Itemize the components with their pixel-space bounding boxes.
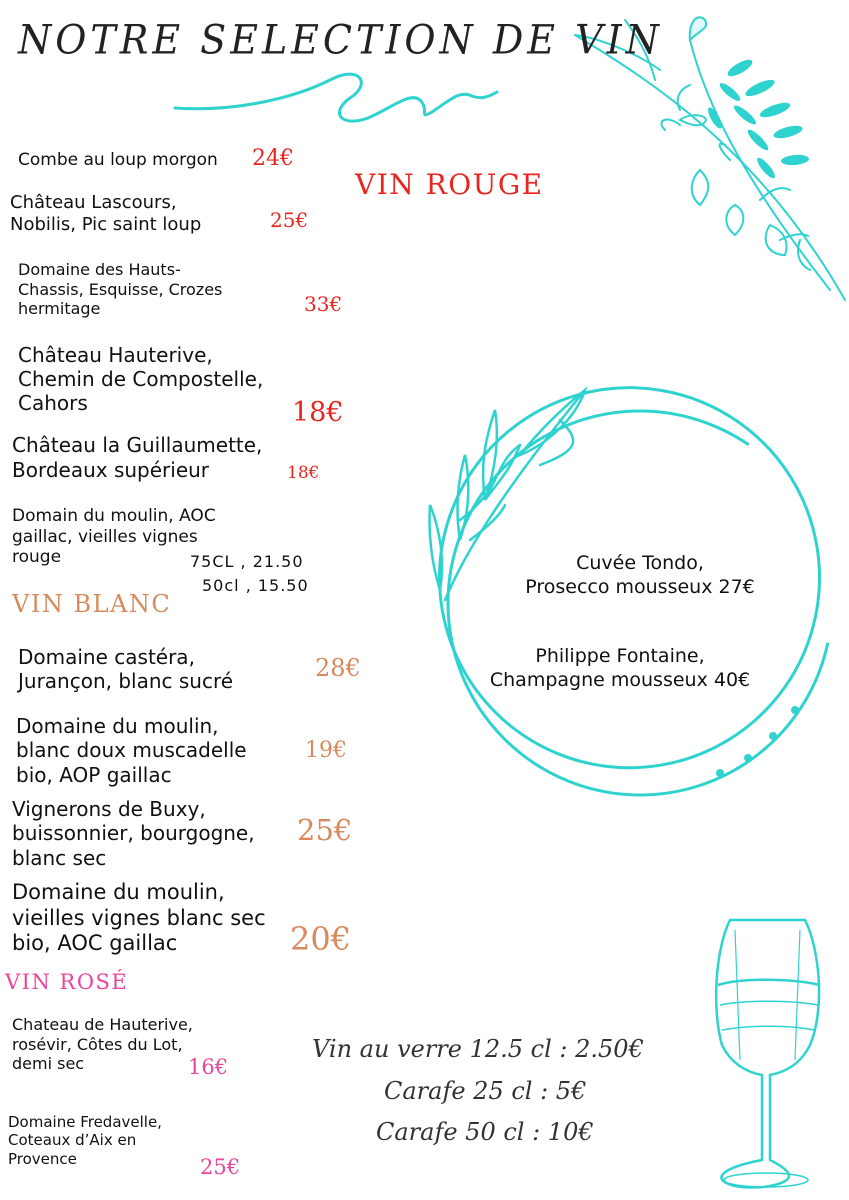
wine-blanc-2: Domaine du moulin, blanc doux muscadelle bio, AOP gaillac: [16, 714, 247, 787]
bubbles-item-1-desc: Prosecco mousseux 27€: [525, 575, 755, 598]
wine-blanc-1: Domaine castéra, Jurançon, blanc sucré: [18, 645, 234, 694]
wine-rouge-2: Château Lascours, Nobilis, Pic saint loup: [10, 192, 202, 235]
wine-glass-icon: [716, 920, 820, 1188]
bubbles-item-1: [460, 552, 820, 600]
price-blanc-3: 25€: [297, 813, 353, 847]
price-rouge-6-50cl: 50cl , 15.50: [202, 576, 309, 595]
wine-rose-1: Chateau de Hauterive, rosévir, Côtes du Lot, demi sec: [12, 1015, 193, 1074]
wine-rose-2: Domaine Fredavelle, Coteaux d’Aix en Provence: [8, 1113, 162, 1168]
leaf-branch-icon: [706, 57, 810, 181]
wine-rouge-5: Château la Guillaumette, Bordeaux supérieur: [12, 433, 263, 482]
section-title-rose: VIN ROSÉ: [5, 970, 129, 994]
title-swash: [175, 74, 497, 121]
price-rouge-4: 18€: [292, 397, 344, 428]
carafe-25-price: Carafe 25 cl : 5€: [384, 1077, 587, 1105]
page-title: NOTRE SELECTION DE VIN: [18, 16, 663, 64]
bubbles-item-1-name: Cuvée Tondo,: [576, 552, 704, 574]
wine-rouge-1: Combe au loup morgon: [18, 150, 218, 170]
bubbles-item-2: [440, 645, 800, 693]
wine-rouge-3: Domaine des Hauts- Chassis, Esquisse, Crozes hermitage: [18, 260, 223, 319]
wine-rouge-4: Château Hauterive, Chemin de Compostelle, Cahors: [18, 343, 264, 415]
wine-blanc-4: Domaine du moulin, vieilles vignes blanc sec bio, AOC gaillac: [12, 880, 266, 956]
price-rouge-3: 33€: [304, 292, 343, 316]
carafe-50-price: Carafe 50 cl : 10€: [376, 1118, 594, 1146]
price-rose-2: 25€: [200, 1155, 241, 1179]
verre-price: Vin au verre 12.5 cl : 2.50€: [312, 1035, 644, 1063]
bubbles-item-2-desc: Champagne mousseux 40€: [489, 668, 751, 691]
price-blanc-1: 28€: [315, 654, 361, 682]
bubbles-item-2-name: Philippe Fontaine,: [535, 645, 705, 667]
section-title-rouge: VIN ROUGE: [355, 168, 544, 201]
price-blanc-2: 19€: [305, 738, 347, 763]
price-rouge-1: 24€: [252, 146, 294, 171]
wine-blanc-3: Vignerons de Buxy, buissonnier, bourgogne, blanc sec: [12, 797, 255, 870]
section-title-blanc: VIN BLANC: [12, 590, 172, 618]
price-rouge-2: 25€: [270, 208, 309, 232]
price-rouge-6-75cl: 75CL , 21.50: [190, 552, 304, 571]
price-rouge-5: 18€: [287, 463, 320, 483]
price-blanc-4: 20€: [290, 920, 352, 958]
wine-rouge-6: Domain du moulin, AOC gaillac, vieilles vignes rouge: [12, 506, 216, 568]
price-rose-1: 16€: [188, 1055, 229, 1079]
